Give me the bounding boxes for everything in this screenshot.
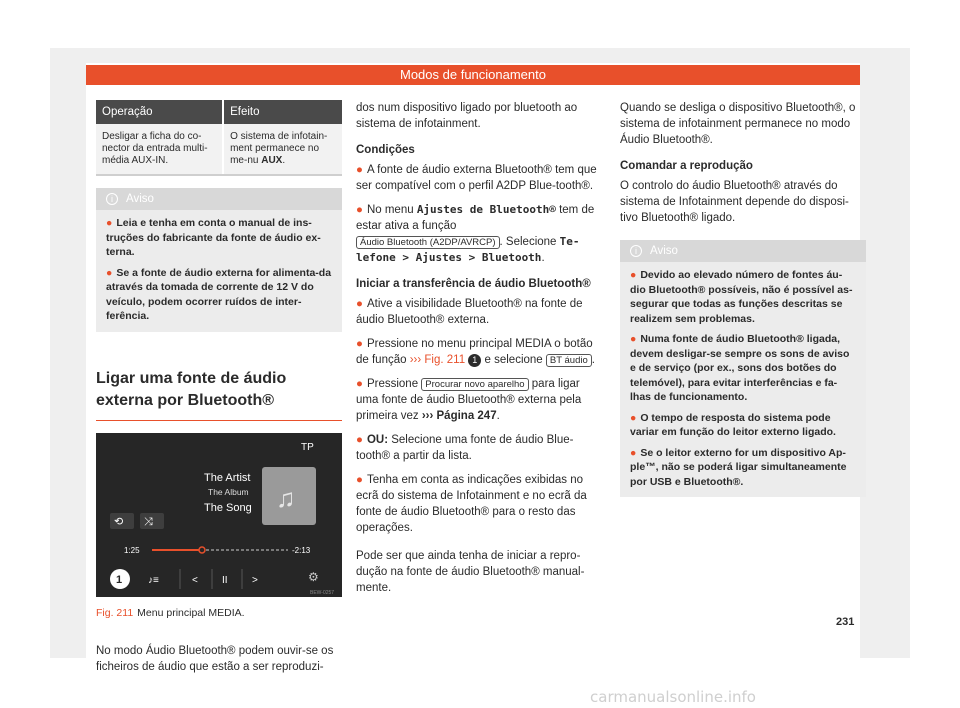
time-remaining: -2:13 xyxy=(292,545,311,555)
subheading-start-transfer: Iniciar a transferência de áudio Bluetooth® xyxy=(356,278,591,290)
info-icon: i xyxy=(106,193,118,205)
bullet-item: ● No menu Ajustes de Bluetooth® tem de estar ativa a função Áudio Bluetooth (A2DP/AVRCP) . Selecione Te-lefone > Ajustes > Bluetooth. xyxy=(356,203,595,264)
paragraph: No modo Áudio Bluetooth® podem ouvir-se os ficheiros de áudio que estão a ser reproduzi- xyxy=(96,644,334,673)
figure-label: Fig. 211 xyxy=(96,606,134,619)
column-3 xyxy=(620,100,866,497)
notice-box xyxy=(620,240,866,497)
time-elapsed: 1:25 xyxy=(124,545,140,555)
notice-title: Aviso xyxy=(126,193,154,205)
table-row xyxy=(96,124,342,175)
column-1 xyxy=(96,100,342,683)
bullet-item: ● Pressione no menu principal MEDIA o botão de função ››› Fig. 211 1 e selecione BT áudio . xyxy=(356,338,595,366)
bullet-item: ● Tenha em conta as indicações exibidas no ecrã do sistema de Infotainment e no ecrã da fonte de áudio Bluetooth® para o resto das operações. xyxy=(356,474,587,534)
figure-caption xyxy=(96,605,342,621)
notice-item: ● Leia e tenha em conta o manual de ins-truções do fabricante da fonte de áudio ex-terna. xyxy=(106,217,321,258)
notice-item: ● O tempo de resposta do sistema pode variar em função do leitor externo ligado. xyxy=(630,411,836,438)
media-screen-figure xyxy=(96,433,342,597)
pause-icon: II xyxy=(222,574,228,586)
notice-header xyxy=(620,240,866,262)
previous-icon: < xyxy=(192,574,198,586)
notice-header xyxy=(96,188,342,210)
subheading-conditions: Condições xyxy=(356,144,415,156)
table-header-effect: Efeito xyxy=(223,100,342,124)
function-button-label: Áudio Bluetooth (A2DP/AVRCP) xyxy=(356,236,500,249)
menu-name: Ajustes de Bluetooth® xyxy=(416,203,556,216)
bullet-item: ● Ative a visibilidade Bluetooth® na fonte de áudio Bluetooth® externa. xyxy=(356,298,583,326)
figure-code: BEW-0257 xyxy=(310,589,335,596)
callout-number: 1 xyxy=(116,573,123,586)
callout-number: 1 xyxy=(468,354,481,367)
operation-table xyxy=(96,100,342,176)
function-button-label: BT áudio xyxy=(546,354,592,367)
paragraph: Pode ser que ainda tenha de iniciar a repro-dução na fonte de áudio Bluetooth® manual-mente. xyxy=(356,550,585,594)
notice-item: ● Numa fonte de áudio Bluetooth® ligada, devem desligar-se sempre os sons de aviso e de serviço (por ex., sons dos botões do telemóvel), para evitar interferências e fa-lhas de funcionamento. xyxy=(630,333,850,403)
section-title: Ligar uma fonte de áudio externa por Bluetooth® xyxy=(96,368,342,421)
bullet-item: ● A fonte de áudio externa Bluetooth® tem que ser compatível com o perfil A2DP Blue-tooth®. xyxy=(356,164,597,192)
table-cell: Desligar a ficha do co-nector da entrada multi-média AUX-IN. xyxy=(96,124,223,175)
playlist-icon: ♪≡ xyxy=(148,574,159,586)
table-header-operation: Operação xyxy=(96,100,223,124)
song-label: The Song xyxy=(204,501,252,514)
function-button-label: Procurar novo aparelho xyxy=(421,378,528,391)
notice-item: ● Se a fonte de áudio externa for alimenta-da através da tomada de corrente de 12 V do veículo, podem ocorrer ruídos de inter-ferência. xyxy=(106,266,332,322)
figure-reference: ››› Fig. 211 xyxy=(409,354,466,366)
bullet: ● xyxy=(106,217,113,229)
bullet-item: ● Pressione Procurar novo aparelho para ligar uma fonte de áudio Bluetooth® externa pela primeira vez ››› Página 247. xyxy=(356,378,582,422)
settings-gear-icon: ⚙ xyxy=(308,569,319,584)
table-cell xyxy=(223,124,342,175)
bullet-item: ● OU: Selecione uma fonte de áudio Blue-tooth® a partir da lista. xyxy=(356,434,574,462)
page-header: Modos de funcionamento xyxy=(86,65,860,85)
notice-title: Aviso xyxy=(650,245,678,257)
cell-text: . xyxy=(282,155,286,166)
subheading-playback-control: Comandar a reprodução xyxy=(620,160,753,172)
bullet: ● xyxy=(106,266,113,279)
progress-thumb xyxy=(199,547,205,553)
notice-box xyxy=(96,188,342,332)
album-label: The Album xyxy=(208,486,249,497)
cell-text: O sistema de infotain-ment permanece no me-nu xyxy=(230,131,328,166)
watermark: carmanualsonline.info xyxy=(590,688,756,706)
page-reference: ››› Página 247 xyxy=(421,410,497,422)
artist-label: The Artist xyxy=(204,471,251,484)
menu-path: Te-lefone > Ajustes > Bluetooth xyxy=(356,235,580,264)
paragraph: dos num dispositivo ligado por bluetooth ao sistema de infotainment. xyxy=(356,102,578,130)
tp-label: TP xyxy=(301,441,314,453)
column-2 xyxy=(356,100,602,604)
media-screen-illustration xyxy=(96,433,342,597)
music-note-icon: ♫ xyxy=(276,482,296,513)
page-number: 231 xyxy=(836,616,855,628)
figure-caption-text: Menu principal MEDIA. xyxy=(137,606,245,619)
paragraph: O controlo do áudio Bluetooth® através do sistema de Infotainment depende do disposi-tivo Bluetooth® ligado. xyxy=(620,180,849,224)
cell-bold: AUX xyxy=(261,155,283,166)
notice-item: ● Se o leitor externo for um dispositivo Ap-ple™, não se poderá ligar simultaneamente por USB e Bluetooth®. xyxy=(630,446,847,488)
next-icon: > xyxy=(252,574,258,586)
paragraph: Quando se desliga o dispositivo Bluetooth®, o sistema de infotainment permanece no modo Áudio Bluetooth®. xyxy=(620,102,856,146)
svg-text:⤨: ⤨ xyxy=(144,515,153,528)
svg-text:⟲: ⟲ xyxy=(114,515,124,528)
notice-item: ● Devido ao elevado número de fontes áu-dio Bluetooth® possíveis, não é possível as-segurar que todas as funções descritas se realizem sem problemas. xyxy=(630,269,853,325)
info-icon: i xyxy=(630,245,642,257)
